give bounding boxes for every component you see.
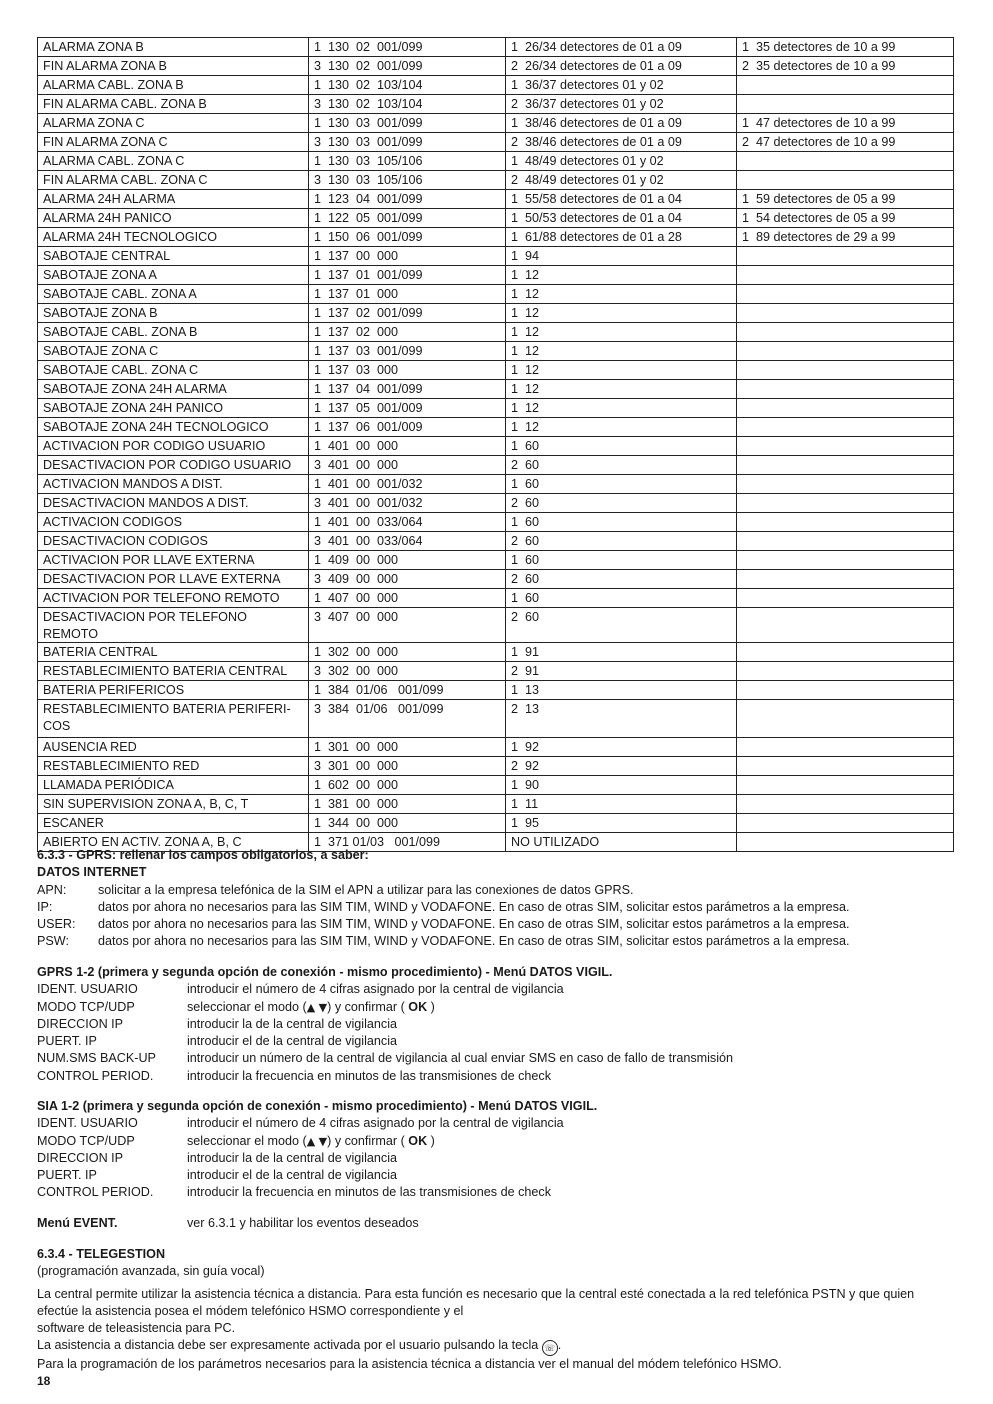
table-row <box>38 643 954 662</box>
contact-id-cell: 2 36/37 detectores 01 y 02 <box>506 95 737 114</box>
code-cell: 1 409 00 000 <box>309 551 506 570</box>
contact-id-extra-cell <box>737 757 954 776</box>
event-name-cell: RESTABLECIMIENTO RED <box>38 757 309 776</box>
gprs12-value: introducir el de la central de vigilancia <box>187 1034 398 1049</box>
gprs12-key: NUM.SMS BACK-UP <box>37 1051 156 1066</box>
contact-id-cell: 1 12 <box>506 342 737 361</box>
contact-id-cell: 2 60 <box>506 532 737 551</box>
ok-key-label: OK <box>408 1133 428 1148</box>
contact-id-cell: 2 60 <box>506 456 737 475</box>
gprs12-key: CONTROL PERIOD. <box>37 1068 154 1083</box>
gprs-heading: 6.3.3 - GPRS: rellenar los campos obligatorios, a saber: <box>37 848 369 862</box>
gprs12-row <box>37 999 957 1016</box>
event-name-cell: ALARMA 24H ALARMA <box>38 190 309 209</box>
sia12-value: introducir la frecuencia en minutos de las transmisiones de check <box>187 1185 552 1200</box>
gprs12-section <box>37 964 957 1085</box>
event-name-cell: SABOTAJE ZONA 24H PANICO <box>38 399 309 418</box>
gprs12-row <box>37 981 957 998</box>
sia12-key: IDENT. USUARIO <box>37 1116 138 1131</box>
code-cell: 1 137 03 001/099 <box>309 342 506 361</box>
event-name-cell: RESTABLECIMIENTO BATERIA CENTRAL <box>38 662 309 681</box>
event-name-cell: DESACTIVACION CODIGOS <box>38 532 309 551</box>
contact-id-extra-cell <box>737 323 954 342</box>
contact-id-extra-cell <box>737 589 954 608</box>
gprs12-row <box>37 1068 957 1085</box>
event-name-cell: ALARMA 24H TECNOLOGICO <box>38 228 309 247</box>
telegestion-para3 <box>37 1337 957 1356</box>
contact-id-extra-cell <box>737 152 954 171</box>
contact-id-extra-cell <box>737 513 954 532</box>
table-row <box>38 133 954 152</box>
apn-key: APN: <box>37 882 67 897</box>
contact-id-cell: 1 36/37 detectores 01 y 02 <box>506 76 737 95</box>
event-name-cell: SABOTAJE ZONA 24H ALARMA <box>38 380 309 399</box>
menu-event-section <box>37 1215 957 1232</box>
telegestion-para4: Para la programación de los parámetros necesarios para la asistencia técnica a distancia ver el manual del módem telefónico HSMO. <box>37 1357 782 1372</box>
contact-id-cell: 1 26/34 detectores de 01 a 09 <box>506 38 737 57</box>
event-name-cell: DESACTIVACION POR CODIGO USUARIO <box>38 456 309 475</box>
table-row <box>38 662 954 681</box>
contact-id-cell: 1 61/88 detectores de 01 a 28 <box>506 228 737 247</box>
contact-id-extra-cell <box>737 795 954 814</box>
table-row <box>38 700 954 738</box>
contact-id-extra-cell <box>737 700 954 738</box>
contact-id-extra-cell <box>737 662 954 681</box>
code-cell: 1 301 00 000 <box>309 738 506 757</box>
assistance-key-icon: ☏ <box>542 1340 558 1356</box>
table-row <box>38 494 954 513</box>
text-fragment: ) y confirmar ( <box>327 1133 409 1148</box>
table-row <box>38 437 954 456</box>
contact-id-extra-cell: 1 54 detectores de 05 a 99 <box>737 209 954 228</box>
contact-id-extra-cell <box>737 247 954 266</box>
code-cell: 1 137 01 001/099 <box>309 266 506 285</box>
table-row <box>38 266 954 285</box>
event-name-cell: ACTIVACION POR CODIGO USUARIO <box>38 437 309 456</box>
contact-id-extra-cell <box>737 643 954 662</box>
contact-id-extra-cell: 2 47 detectores de 10 a 99 <box>737 133 954 152</box>
code-cell: 1 137 03 000 <box>309 361 506 380</box>
code-cell: 1 401 00 001/032 <box>309 475 506 494</box>
telegestion-note: (programación avanzada, sin guía vocal) <box>37 1264 265 1279</box>
contact-id-extra-cell <box>737 437 954 456</box>
code-cell: 1 122 05 001/099 <box>309 209 506 228</box>
event-name-cell: BATERIA PERIFERICOS <box>38 681 309 700</box>
event-name-cell: LLAMADA PERIÓDICA <box>38 776 309 795</box>
table-row <box>38 757 954 776</box>
contact-id-cell: 1 92 <box>506 738 737 757</box>
event-name-cell: SABOTAJE ZONA 24H TECNOLOGICO <box>38 418 309 437</box>
sia12-key: CONTROL PERIOD. <box>37 1185 154 1200</box>
text-fragment: ) <box>427 999 435 1014</box>
event-name-cell: ACTIVACION POR LLAVE EXTERNA <box>38 551 309 570</box>
table-row <box>38 361 954 380</box>
table-row <box>38 399 954 418</box>
datos-internet-heading: DATOS INTERNET <box>37 865 147 880</box>
gprs12-value: introducir la de la central de vigilancia <box>187 1016 398 1031</box>
contact-id-cell: 2 60 <box>506 494 737 513</box>
event-name-cell: DESACTIVACION POR LLAVE EXTERNA <box>38 570 309 589</box>
contact-id-cell: 2 92 <box>506 757 737 776</box>
menu-event-key: Menú EVENT. <box>37 1216 118 1230</box>
code-cell: 3 401 00 000 <box>309 456 506 475</box>
user-value: datos por ahora no necesarios para las SIM TIM, WIND y VODAFONE. En caso de otras SIM, solicitar estos parámetros a la empresa. <box>98 917 850 932</box>
code-cell: 1 123 04 001/099 <box>309 190 506 209</box>
table-row <box>38 285 954 304</box>
psw-key: PSW: <box>37 934 69 949</box>
contact-id-cell: 1 60 <box>506 589 737 608</box>
gprs12-key: IDENT. USUARIO <box>37 982 138 997</box>
contact-id-cell: 1 12 <box>506 361 737 380</box>
contact-id-extra-cell <box>737 570 954 589</box>
page-number: 18 <box>37 1374 51 1388</box>
table-row <box>38 323 954 342</box>
event-codes-table <box>37 37 954 852</box>
table-row <box>38 513 954 532</box>
up-down-arrows-icon: ▲ ▼ <box>306 1134 328 1148</box>
code-cell: 3 130 03 105/106 <box>309 171 506 190</box>
event-name-cell: SABOTAJE ZONA B <box>38 304 309 323</box>
code-cell: 1 371 01/03 001/099 <box>309 833 506 852</box>
table-row <box>38 551 954 570</box>
telegestion-heading: 6.3.4 - TELEGESTION <box>37 1247 166 1261</box>
table-row <box>38 190 954 209</box>
code-cell: 1 137 04 001/099 <box>309 380 506 399</box>
code-cell: 3 130 03 001/099 <box>309 133 506 152</box>
event-name-cell: BATERIA CENTRAL <box>38 643 309 662</box>
contact-id-extra-cell: 1 47 detectores de 10 a 99 <box>737 114 954 133</box>
contact-id-cell: 2 60 <box>506 608 737 643</box>
contact-id-cell: 1 13 <box>506 681 737 700</box>
event-name-cell: ALARMA ZONA C <box>38 114 309 133</box>
contact-id-extra-cell: 2 35 detectores de 10 a 99 <box>737 57 954 76</box>
contact-id-cell: 1 12 <box>506 399 737 418</box>
sia12-row <box>37 1167 957 1184</box>
code-cell: 3 409 00 000 <box>309 570 506 589</box>
contact-id-extra-cell <box>737 681 954 700</box>
text-fragment: seleccionar el modo ( <box>187 1133 307 1148</box>
contact-id-extra-cell <box>737 456 954 475</box>
table-row <box>38 114 954 133</box>
table-row <box>38 38 954 57</box>
contact-id-cell: 2 48/49 detectores 01 y 02 <box>506 171 737 190</box>
gprs12-value <box>187 999 957 1016</box>
code-cell: 3 130 02 103/104 <box>309 95 506 114</box>
event-name-cell: ABIERTO EN ACTIV. ZONA A, B, C <box>38 833 309 852</box>
event-name-cell: FIN ALARMA ZONA C <box>38 133 309 152</box>
table-row <box>38 247 954 266</box>
code-cell: 1 401 00 000 <box>309 437 506 456</box>
table-row <box>38 570 954 589</box>
table-row <box>38 681 954 700</box>
event-name-cell: ACTIVACION MANDOS A DIST. <box>38 475 309 494</box>
telegestion-section <box>37 1246 957 1374</box>
contact-id-cell: 1 38/46 detectores de 01 a 09 <box>506 114 737 133</box>
event-name-cell: AUSENCIA RED <box>38 738 309 757</box>
contact-id-cell: 1 12 <box>506 323 737 342</box>
sia12-row <box>37 1184 957 1201</box>
contact-id-cell: 1 95 <box>506 814 737 833</box>
text-fragment: . <box>557 1338 562 1353</box>
contact-id-extra-cell <box>737 738 954 757</box>
psw-row <box>37 933 957 950</box>
code-cell: 1 137 05 001/009 <box>309 399 506 418</box>
code-cell: 3 384 01/06 001/099 <box>309 700 506 738</box>
contact-id-extra-cell <box>737 475 954 494</box>
contact-id-extra-cell <box>737 551 954 570</box>
table-row <box>38 532 954 551</box>
event-name-cell: SABOTAJE CENTRAL <box>38 247 309 266</box>
contact-id-cell: 2 91 <box>506 662 737 681</box>
contact-id-extra-cell <box>737 285 954 304</box>
ip-value: datos por ahora no necesarios para las SIM TIM, WIND y VODAFONE. En caso de otras SIM, solicitar estos parámetros a la empresa. <box>98 899 850 914</box>
contact-id-extra-cell <box>737 776 954 795</box>
gprs12-key: DIRECCION IP <box>37 1016 124 1031</box>
sia12-key: PUERT. IP <box>37 1168 97 1183</box>
contact-id-cell: 1 12 <box>506 266 737 285</box>
contact-id-cell: 1 12 <box>506 304 737 323</box>
table-row <box>38 76 954 95</box>
menu-event-value: ver 6.3.1 y habilitar los eventos deseados <box>187 1216 419 1230</box>
code-cell: 1 150 06 001/099 <box>309 228 506 247</box>
contact-id-cell: NO UTILIZADO <box>506 833 737 852</box>
contact-id-cell: 1 94 <box>506 247 737 266</box>
table-row <box>38 589 954 608</box>
sia12-value: introducir la de la central de vigilancia <box>187 1150 398 1165</box>
event-name-cell: ESCANER <box>38 814 309 833</box>
code-cell: 1 130 02 001/099 <box>309 38 506 57</box>
code-cell: 1 384 01/06 001/099 <box>309 681 506 700</box>
sia12-row <box>37 1133 957 1150</box>
contact-id-cell: 2 38/46 detectores de 01 a 09 <box>506 133 737 152</box>
code-cell: 1 302 00 000 <box>309 643 506 662</box>
text-fragment: ) y confirmar ( <box>327 999 409 1014</box>
table-row <box>38 814 954 833</box>
contact-id-extra-cell <box>737 608 954 643</box>
sia12-value <box>187 1133 957 1150</box>
contact-id-cell: 1 60 <box>506 475 737 494</box>
contact-id-extra-cell <box>737 814 954 833</box>
code-cell: 3 302 00 000 <box>309 662 506 681</box>
apn-value: solicitar a la empresa telefónica de la SIM el APN a utilizar para las conexiones de datos GPRS. <box>98 882 634 897</box>
code-cell: 3 130 02 001/099 <box>309 57 506 76</box>
code-cell: 1 407 00 000 <box>309 589 506 608</box>
table-row <box>38 342 954 361</box>
contact-id-extra-cell <box>737 266 954 285</box>
table-row <box>38 57 954 76</box>
telegestion-para1: La central permite utilizar la asistencia técnica a distancia. Para esta función es necesario que la central esté conectada a la red telefónica PSTN y que quien efectúe la asistencia posea el módem telefónico HSMO correspondiente y el <box>37 1286 915 1318</box>
contact-id-cell: 1 48/49 detectores 01 y 02 <box>506 152 737 171</box>
contact-id-extra-cell: 1 59 detectores de 05 a 99 <box>737 190 954 209</box>
contact-id-extra-cell <box>737 380 954 399</box>
ok-key-label: OK <box>408 999 428 1014</box>
contact-id-cell: 1 12 <box>506 418 737 437</box>
table-row <box>38 608 954 643</box>
sia12-section <box>37 1098 957 1202</box>
code-cell: 1 130 02 103/104 <box>309 76 506 95</box>
event-name-cell: ALARMA CABL. ZONA B <box>38 76 309 95</box>
table-row <box>38 228 954 247</box>
table-row <box>38 795 954 814</box>
event-name-cell: RESTABLECIMIENTO BATERIA PERIFERI-COS <box>38 700 309 738</box>
event-name-cell: ALARMA CABL. ZONA C <box>38 152 309 171</box>
table-row <box>38 209 954 228</box>
event-name-cell: SABOTAJE ZONA C <box>38 342 309 361</box>
gprs12-row <box>37 1016 957 1033</box>
contact-id-cell: 1 12 <box>506 380 737 399</box>
event-name-cell: DESACTIVACION POR TELEFONO REMOTO <box>38 608 309 643</box>
contact-id-extra-cell <box>737 494 954 513</box>
event-name-cell: FIN ALARMA CABL. ZONA B <box>38 95 309 114</box>
event-name-cell: ALARMA ZONA B <box>38 38 309 57</box>
sia12-row <box>37 1115 957 1132</box>
contact-id-extra-cell <box>737 361 954 380</box>
contact-id-cell: 2 60 <box>506 570 737 589</box>
event-name-cell: ACTIVACION CODIGOS <box>38 513 309 532</box>
table-row <box>38 776 954 795</box>
contact-id-cell: 1 11 <box>506 795 737 814</box>
contact-id-cell: 1 60 <box>506 437 737 456</box>
code-cell: 1 381 00 000 <box>309 795 506 814</box>
sia12-key: MODO TCP/UDP <box>37 1133 135 1148</box>
event-name-cell: SABOTAJE ZONA A <box>38 266 309 285</box>
contact-id-cell: 1 55/58 detectores de 01 a 04 <box>506 190 737 209</box>
table-row <box>38 171 954 190</box>
contact-id-cell: 1 60 <box>506 551 737 570</box>
table-row <box>38 95 954 114</box>
code-cell: 1 137 01 000 <box>309 285 506 304</box>
code-cell: 1 137 06 001/009 <box>309 418 506 437</box>
contact-id-cell: 2 26/34 detectores de 01 a 09 <box>506 57 737 76</box>
contact-id-extra-cell: 1 89 detectores de 29 a 99 <box>737 228 954 247</box>
ip-row <box>37 899 957 916</box>
event-name-cell: SABOTAJE CABL. ZONA A <box>38 285 309 304</box>
contact-id-extra-cell <box>737 76 954 95</box>
code-cell: 1 137 02 000 <box>309 323 506 342</box>
sia12-heading: SIA 1-2 (primera y segunda opción de conexión - mismo procedimiento) - Menú DATOS VIGIL. <box>37 1099 598 1113</box>
contact-id-cell: 1 50/53 detectores de 01 a 04 <box>506 209 737 228</box>
event-name-cell: ALARMA 24H PANICO <box>38 209 309 228</box>
table-row <box>38 304 954 323</box>
contact-id-cell: 1 91 <box>506 643 737 662</box>
contact-id-cell: 2 13 <box>506 700 737 738</box>
apn-row <box>37 882 957 899</box>
gprs12-row <box>37 1050 957 1067</box>
gprs12-key: MODO TCP/UDP <box>37 999 135 1014</box>
sia12-value: introducir el de la central de vigilancia <box>187 1168 398 1183</box>
contact-id-extra-cell <box>737 418 954 437</box>
event-codes-table-body <box>38 38 954 852</box>
table-row <box>38 380 954 399</box>
code-cell: 3 407 00 000 <box>309 608 506 643</box>
event-name-cell: SIN SUPERVISION ZONA A, B, C, T <box>38 795 309 814</box>
table-row <box>38 738 954 757</box>
code-cell: 1 344 00 000 <box>309 814 506 833</box>
table-row <box>38 152 954 171</box>
table-row <box>38 456 954 475</box>
contact-id-extra-cell <box>737 171 954 190</box>
user-key: USER: <box>37 917 76 932</box>
contact-id-extra-cell <box>737 399 954 418</box>
contact-id-extra-cell <box>737 95 954 114</box>
text-fragment: ) <box>427 1133 435 1148</box>
contact-id-extra-cell <box>737 304 954 323</box>
up-down-arrows-icon: ▲ ▼ <box>306 1000 328 1014</box>
ip-key: IP: <box>37 899 53 914</box>
sia12-key: DIRECCION IP <box>37 1150 124 1165</box>
telegestion-para2: software de teleasistencia para PC. <box>37 1321 236 1336</box>
code-cell: 3 401 00 033/064 <box>309 532 506 551</box>
contact-id-cell: 1 90 <box>506 776 737 795</box>
contact-id-cell: 1 12 <box>506 285 737 304</box>
gprs12-heading: GPRS 1-2 (primera y segunda opción de conexión - mismo procedimiento) - Menú DATOS VIGIL. <box>37 965 613 979</box>
event-name-cell: SABOTAJE CABL. ZONA B <box>38 323 309 342</box>
code-cell: 1 130 03 001/099 <box>309 114 506 133</box>
sia12-row <box>37 1150 957 1167</box>
gprs12-value: introducir la frecuencia en minutos de las transmisiones de check <box>187 1068 552 1083</box>
code-cell: 1 137 02 001/099 <box>309 304 506 323</box>
gprs12-key: PUERT. IP <box>37 1034 97 1049</box>
code-cell: 1 137 00 000 <box>309 247 506 266</box>
sia12-value: introducir el número de 4 cifras asignado por la central de vigilancia <box>187 1116 564 1131</box>
event-name-cell: DESACTIVACION MANDOS A DIST. <box>38 494 309 513</box>
code-cell: 1 401 00 033/064 <box>309 513 506 532</box>
code-cell: 1 130 03 105/106 <box>309 152 506 171</box>
event-name-cell: ACTIVACION POR TELEFONO REMOTO <box>38 589 309 608</box>
table-row <box>38 418 954 437</box>
contact-id-extra-cell: 1 35 detectores de 10 a 99 <box>737 38 954 57</box>
contact-id-extra-cell <box>737 342 954 361</box>
user-row <box>37 916 957 933</box>
event-name-cell: FIN ALARMA CABL. ZONA C <box>38 171 309 190</box>
gprs12-value: introducir un número de la central de vigilancia al cual enviar SMS en caso de fallo de transmisión <box>187 1051 734 1066</box>
contact-id-cell: 1 60 <box>506 513 737 532</box>
text-fragment: La asistencia a distancia debe ser expresamente activada por el usuario pulsando la tecla <box>37 1338 542 1353</box>
text-fragment: seleccionar el modo ( <box>187 999 307 1014</box>
gprs-section <box>37 847 957 951</box>
psw-value: datos por ahora no necesarios para las SIM TIM, WIND y VODAFONE. En caso de otras SIM, solicitar estos parámetros a la empresa. <box>98 934 850 949</box>
event-name-cell: FIN ALARMA ZONA B <box>38 57 309 76</box>
gprs12-row <box>37 1033 957 1050</box>
code-cell: 1 602 00 000 <box>309 776 506 795</box>
contact-id-extra-cell <box>737 532 954 551</box>
menu-event-row <box>37 1215 957 1232</box>
gprs12-value: introducir el número de 4 cifras asignado por la central de vigilancia <box>187 982 564 997</box>
event-name-cell: SABOTAJE CABL. ZONA C <box>38 361 309 380</box>
code-cell: 3 401 00 001/032 <box>309 494 506 513</box>
table-row <box>38 475 954 494</box>
code-cell: 3 301 00 000 <box>309 757 506 776</box>
